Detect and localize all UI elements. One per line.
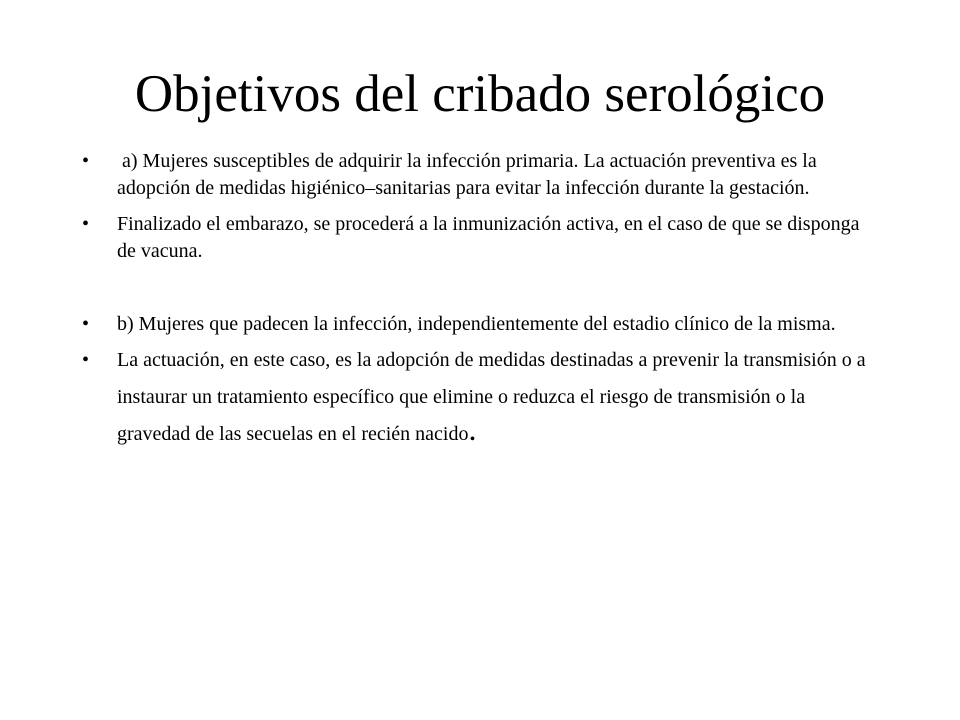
bullet-item (82, 211, 882, 265)
bullet-text: La actuación, en este caso, es la adopción de medidas destinadas a prevenir la transmisión o a instaurar un tratamiento específico que elimine o reduzca el riesgo de transmisión o la gravedad de las secuelas en el recién nacido (117, 349, 866, 445)
bullet-text: a) Mujeres susceptibles de adquirir la infección primaria. La actuación preventiva es la adopción de medidas higiénico–sanitarias para evitar la infección durante la gestación. (117, 150, 822, 199)
bullet-trailing-period: . (468, 411, 477, 447)
bullet-item (82, 311, 882, 338)
bullet-item (82, 342, 882, 453)
bullet-list (82, 148, 882, 458)
slide-title: Objetivos del cribado serológico (134, 65, 826, 123)
bullet-marker: • (82, 349, 90, 371)
bullet-text: Finalizado el embarazo, se procederá a la inmunización activa, en el caso de que se disponga de vacuna. (117, 213, 860, 262)
bullet-marker: • (82, 213, 90, 235)
bullet-marker: • (82, 150, 90, 172)
bullet-item (82, 148, 882, 202)
bullet-text: b) Mujeres que padecen la infección, independientemente del estadio clínico de la misma. (117, 313, 836, 335)
bullet-marker: • (82, 313, 90, 335)
